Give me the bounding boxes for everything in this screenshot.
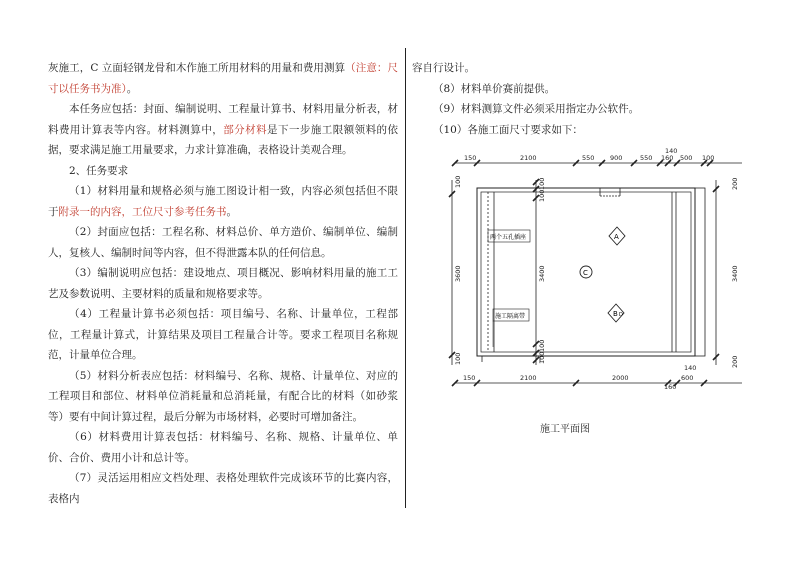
dim-top-7: 500 [680,154,693,162]
dim-top-2: 2100 [520,154,537,162]
dim-right-1: 200 [731,177,739,190]
requirement-2: （2）封面应包括：工程名称、材料总价、单方造价、编制单位、编制人，复核人、编制时间等内容，但不得泄露本队的任何信息。 [48,226,398,259]
paragraph-task-content: 本任务应包括：封面、编制说明、工程量计算书、材料用量分析表，材料费用计算表等内容。材料测算中，部分材料是下一步施工限额领料的依据，要求满足施工用量要求，力求计算准确，表格设计美观合理。 [48,103,399,156]
dim-top-4: 900 [610,154,623,162]
marker-a: A [614,233,619,241]
label-isolation-belt: 施工隔离带 [495,313,526,320]
requirement-1: （1）材料用量和规格必须与施工图设计相一致，内容必须包括但不限于附录一的内容，工位尺寸参考任务书。 [48,185,398,218]
dim-top-5: 550 [640,154,653,162]
marker-c: C [583,269,588,277]
dim-inner-1: 100 [538,177,546,190]
requirement-8: （8）材料单价赛前提供。 [433,82,556,95]
dim-left-2: 3600 [454,265,462,282]
dim-inner-2: 100 [538,189,546,202]
dim-right-2: 3400 [731,265,739,282]
requirement-4: （4）工程量计算书必须包括：项目编号、名称、计量单位，工程部位，工程量计算式，计算结果及项目工程量合计等。要求工程项目名称规范，计量单位合理。 [48,308,398,361]
dim-top-8: 100 [702,154,715,162]
dim-top-3: 550 [582,154,595,162]
requirement-10: （10）各施工面尺寸要求如下： [433,123,583,136]
requirement-3: （3）编制说明应包括：建设地点、项目概况、影响材料用量的施工工艺及参数说明、主要材料的质量和规格要求等。 [48,267,398,300]
requirement-7: （7）灵活运用相应文档处理、表格处理软件完成该环节的比赛内容，表格内 [48,472,398,505]
requirement-5: （5）材料分析表应包括：材料编号、名称、规格、计量单位、对应的工程项目和部位、材料单位消耗量和总消耗量，有配合比的材料（如砂浆等）要有中间计算过程，最后分解为市场材料，必要时可增加备注。 [48,369,398,423]
dim-bottom-3: 2000 [612,374,629,382]
dim-top-6: 160 [661,154,674,162]
requirement-6: （6）材料费用计算表包括：材料编号、名称、规格、计量单位、单价、合价、费用小计和总计等。 [48,431,398,464]
dim-bottom-1: 150 [463,374,476,382]
note-dimensions: （注意：尺寸以任务书为准） [48,62,398,95]
dim-bottom-6: 140 [684,364,697,372]
dim-right-3: 200 [731,355,739,368]
drawing-caption: 施工平面图 [540,424,590,435]
dim-left-1: 100 [454,175,462,188]
highlight-appendix: 附录一的内容，工位尺寸参考任务书 [58,205,227,218]
dim-inner-4: 100 [538,339,546,352]
requirement-7-cont: 容自行设计。 [412,62,475,74]
paragraph-intro: 灰施工，C 立面轻钢龙骨和木作施工所用材料的用量和费用测算（注意：尺寸以任务书为准）。 [48,62,398,95]
label-outlets: 两个五孔插座 [490,234,527,241]
marker-b: B [613,310,618,318]
highlight-partial-materials: 部分材料 [223,123,268,136]
dim-bottom-2: 2100 [520,374,537,382]
dim-top-1: 150 [464,154,477,162]
requirement-9: （9）材料测算文件必须采用指定办公软件。 [433,103,640,115]
dim-inner-3: 3400 [538,265,546,282]
dim-inner-5: 100 [538,351,546,364]
section-heading: 2、任务要求 [69,164,129,177]
dim-bottom-4: 160 [664,383,677,391]
dim-bottom-5: 600 [681,374,694,382]
marker-d: D [619,312,623,318]
dim-top-9: 140 [665,147,678,155]
dim-left-3: 100 [454,352,462,365]
